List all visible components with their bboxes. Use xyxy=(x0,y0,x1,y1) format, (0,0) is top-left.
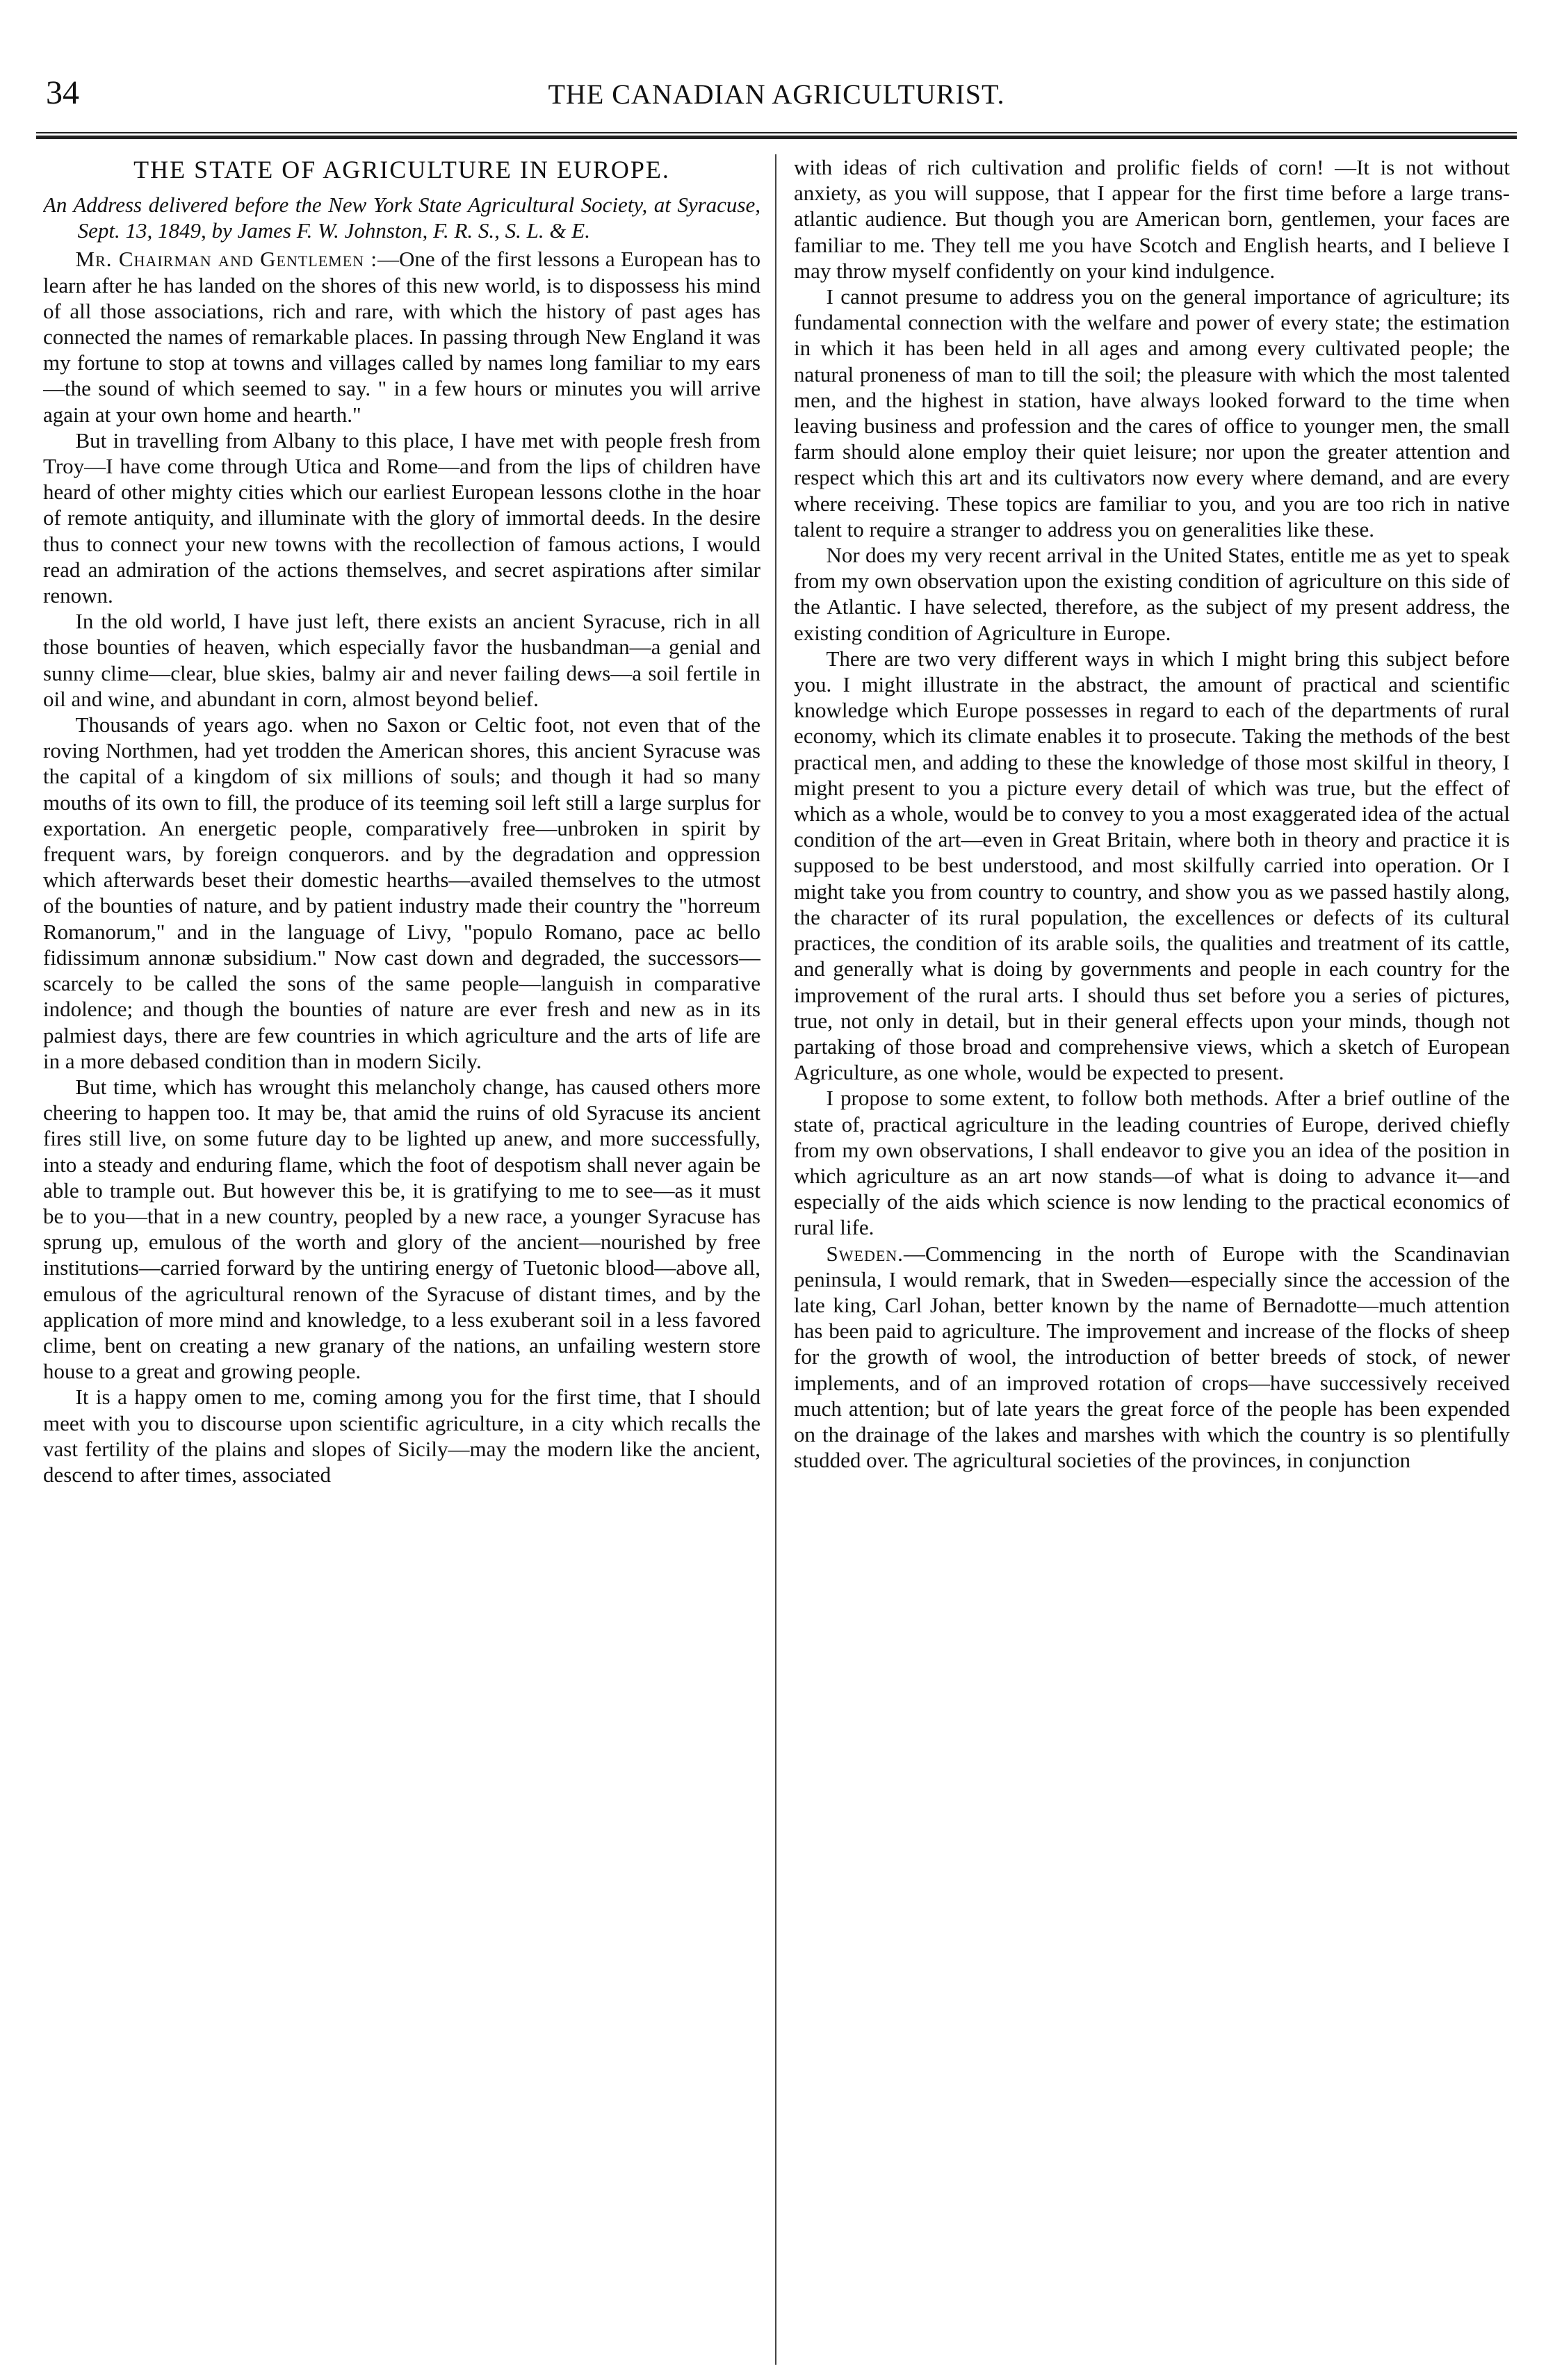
right-column xyxy=(794,154,1510,2365)
sweden-paragraph xyxy=(794,1241,1510,1474)
page-header xyxy=(36,74,1517,115)
paragraph: But time, which has wrought this melancholy change, has caused others more cheering to happen too. It may be, that amid the ruins of old Syracuse its ancient fires still live, on some future day to be lighted up anew, and more successfully, into a steady and enduring flame, which the foot of despotism shall never again be able to trample out. But however this be, it is gratifying to me to see—as it must be to you—that in a new country, peopled by a new race, a younger Syracuse has sprung up, emulous of the worth and glory of the ancient—nourished by free institutions—carried forward by the untiring energy of Tuetonic blood—above all, emulous of the agricultural renown of the Syracuse of distant times, and by the application of more mind and knowledge, to a less exuberant soil in a less favored clime, bent on creating a new granary of the nations, an unfailing western store house to a great and growing people. xyxy=(43,1074,760,1384)
opening-paragraph xyxy=(43,246,760,427)
paragraph: Thousands of years ago. when no Saxon or Celtic foot, not even that of the roving Northmen, had yet trodden the American shores, this ancient Syracuse was the capital of a kingdom of six millions of souls; and though it had so many mouths of its own to fill, the produce of its teeming soil left still a large surplus for exportation. An energetic people, comparatively free—unbroken in spirit by frequent wars, by foreign conquerors. and by the degradation and oppression which afterwards beset their domestic hearths—availed themselves to the utmost of the bounties of nature, and by patient industry made their country the "horreum Romanorum," and in the language of Livy, "populo Romano, pace ac bello fidissimum annonæ subsidium." Now cast down and degraded, the successors—scarcely to be called the sons of the same people—languish in comparative indolence; and though the bounties of nature are ever fresh and new as in its palmiest days, there are few countries in which agriculture and the arts of life are in a more debased condition than in modern Sicily. xyxy=(43,712,760,1073)
paragraph: I propose to some extent, to follow both methods. After a brief outline of the state of, practical agriculture in the leading countries of Europe, derived chiefly from my own observations, I shall endeavor to give you an idea of the position in which agriculture as an art now stands—of what is doing to advance it—and especially of the aids which science is now lending to the practical economics of rural life. xyxy=(794,1086,1510,1240)
journal-page xyxy=(36,0,1517,2380)
header-rule xyxy=(36,132,1517,139)
sweden-heading: Sweden. xyxy=(826,1241,904,1266)
opening-text: —One of the first lessons a European has to learn after he has landed on the shores of this new world, is to dispossess his mind of all those associations, rich and rare, with which the history of past ages has connected the names of remarkable places. In passing through New England it was my fortune to stop at towns and villages called by names long familiar to my ears—the sound of which seemed to say. " in a few hours or minutes you will arrive again at your own home and hearth." xyxy=(43,247,760,427)
paragraph: Nor does my very recent arrival in the United States, entitle me as yet to speak from my own observation upon the existing condition of agriculture on this side of the Atlantic. I have selected, therefore, as the subject of my present address, the existing condition of Agriculture in Europe. xyxy=(794,543,1510,645)
article-byline: An Address delivered before the New York State Agricultural Society, at Syracuse, Sept. 13, 1849, by James F. W. Johnston, F. R. S., S. L. & E. xyxy=(43,193,760,243)
salutation: Mr. Chairman and Gentlemen : xyxy=(75,247,378,272)
article-title: THE STATE OF AGRICULTURE IN EUROPE. xyxy=(133,156,670,184)
page-number: 34 xyxy=(46,74,79,111)
paragraph: I cannot presume to address you on the general importance of agriculture; its fundamental connection with the welfare and power of every state; the estimation in which it has been held in all ages and among every cultivated people; the natural proneness of man to till the soil; the pleasure with which the most talented men, and the highest in station, have always looked forward to the time when leaving business and profession and the cares of office to younger men, the small farm should alone employ their quiet leisure; nor upon the greater attention and respect which this art and its cultivators now every where demand, and are every where receiving. These topics are familiar to you, and you are too rich in native talent to require a stranger to address you on generalities like these. xyxy=(794,284,1510,541)
column-divider xyxy=(775,154,776,2365)
paragraph: In the old world, I have just left, there exists an ancient Syracuse, rich in all those bounties of heaven, which especially favor the husbandman—a genial and sunny clime—clear, blue skies, balmy air and never failing dews—a soil fertile in oil and wine, and abundant in corn, almost beyond belief. xyxy=(43,609,760,711)
running-title: THE CANADIAN AGRICULTURIST. xyxy=(548,79,1005,110)
continued-paragraph: with ideas of rich cultivation and prolific fields of corn! —It is not without anxiety, as you will suppose, that I appear for the first time before a large trans-atlantic audience. But though you are American born, gentlemen, your faces are familiar to me. They tell me you have Scotch and English hearts, and I believe I may throw myself confidently on your kind indulgence. xyxy=(794,155,1510,283)
left-column xyxy=(43,154,760,2365)
sweden-text: —Commencing in the north of Europe with the Scandinavian peninsula, I would remark, that in Sweden—especially since the accession of the late king, Carl Johan, better known by the name of Bernadotte—much attention has been paid to agriculture. The improvement and increase of the flocks of sheep for the growth of wool, the introduction of better breeds of stock, of newer implements, and of an improved rotation of crops—have successively received much attention; but of late years the great force of the people has been expended on the drainage of the lakes and marshes with which the country is so plentifully studded over. The agricultural societies of the provinces, in conjunction xyxy=(794,1241,1510,1473)
paragraph: But in travelling from Albany to this place, I have met with people fresh from Troy—I have come through Utica and Rome—and from the lips of children have heard of other mighty cities which our earliest European lessons clothe in the hoar of remote antiquity, and illuminate with the glory of immortal deeds. In the desire thus to connect your new towns with the recollection of famous actions, I would read an admiration of the actions themselves, and secret aspirations after similar renown. xyxy=(43,427,760,608)
paragraph: There are two very different ways in which I might bring this subject before you. I might illustrate in the abstract, the amount of practical and scientific knowledge which Europe possesses in regard to each of the departments of rural economy, which its climate enables it to prosecute. Taking the methods of the best practical men, and adding to these the knowledge of those most skilful in theory, I might present to you a picture every detail of which was true, but the effect of which as a whole, would be to convey to you a most exaggerated idea of the actual condition of the art—even in Great Britain, where both in theory and practice it is supposed to be best understood, and most skilfully carried into operation. Or I might take you from country to country, and show you as we passed hastily along, the character of its rural population, the excellences or defects of its cultural practices, the condition of its arable soils, the qualities and treatment of its cattle, and generally what is doing by governments and people in each country for the improvement of the rural arts. I should thus set before you a series of pictures, true, not only in detail, but in their general effects upon your minds, though not partaking of those broad and comprehensive views, which a sketch of European Agriculture, as one whole, would be expected to present. xyxy=(794,646,1510,1085)
paragraph: It is a happy omen to me, coming among you for the first time, that I should meet with you to discourse upon scientific agriculture, in a city which recalls the vast fertility of the plains and slopes of Sicily—may the modern like the ancient, descend to after times, associated xyxy=(43,1385,760,1487)
